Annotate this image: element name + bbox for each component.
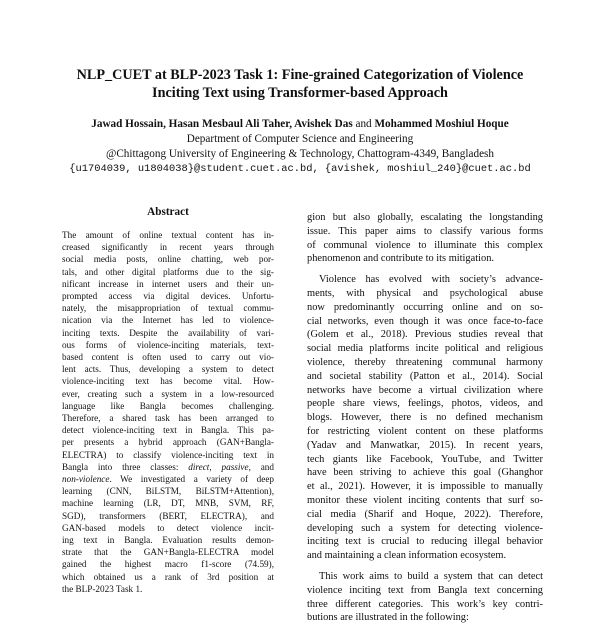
authors-last: Mohammed Moshiul Hoque xyxy=(374,118,509,130)
text-line: ous forms of violence-inciting materials, text- xyxy=(62,339,274,350)
text-line: phenomenon and contribute to its mitigation. xyxy=(307,253,495,265)
text-line: ments, with physical and psychological abuse xyxy=(307,287,543,299)
text-line: networks have become a virtual civilization where xyxy=(307,384,543,396)
text-line: per presents a hybrid approach (GAN+Bangla- xyxy=(62,437,274,448)
text-line: blogs. However, there is no defined mechanism xyxy=(307,412,543,424)
abstract-heading: Abstract xyxy=(147,206,189,218)
text-line: now predominantly occurring online and on so- xyxy=(307,301,543,313)
text-line: social media posts, online chatting, web por- xyxy=(62,254,274,265)
author-names xyxy=(30,117,570,132)
text-line: butions are illustrated in the following: xyxy=(307,612,469,624)
text-line: gained the highest macro f1-score (74.59), xyxy=(62,559,274,570)
text-line: for restricting violent content on these platforms xyxy=(307,425,543,437)
affiliation-university: @Chittagong University of Engineering & Technology, Chattogram-4349, Bangladesh xyxy=(106,148,494,160)
text-line: cial media (Sharif and Hoque, 2022). Therefore, xyxy=(307,508,543,520)
text-line: non-violence. We investigated a variety of deep xyxy=(62,474,274,485)
text-line: tals, and other digital platforms due to the sig- xyxy=(62,266,274,277)
text-line: tech giants like Facebook, YouTube, and Twitter xyxy=(307,453,543,465)
text-line: have been striving to achieve this goal (Ghanghor xyxy=(307,467,543,479)
paper-title xyxy=(40,66,560,102)
body-paragraph xyxy=(307,273,543,563)
author-emails: {u1704039, u1804038}@student.cuet.ac.bd, {avishek, moshiul_240}@cuet.ac.bd xyxy=(69,163,531,175)
text-line: based content is often used to carry out vio- xyxy=(62,352,274,363)
text-line: creased significantly in recent years through xyxy=(62,242,274,253)
text-line: Therefore, a shared task has been arranged to xyxy=(62,413,274,424)
text-line: issue. This paper aims to classify various forms xyxy=(307,225,543,237)
text-line: Bangla into three classes: direct, passive, and xyxy=(62,461,274,472)
text-line: violence-inciting text has become vital. How- xyxy=(62,376,274,387)
text-line: lent acts. Thus, developing a system to detect xyxy=(62,364,274,375)
text-line: inciting texts. Despite the availability of vari- xyxy=(62,327,274,338)
text-line: gion but also globally, escalating the longstanding xyxy=(307,212,543,223)
authors-and: and xyxy=(355,118,372,130)
abstract-body xyxy=(62,229,274,595)
text-line: strate that the GAN+Bangla-ELECTRA model xyxy=(62,547,274,558)
affiliation-department: Department of Computer Science and Engineering xyxy=(186,133,414,145)
authors-list: Jawad Hossain, Hasan Mesbaul Ali Taher, Avishek Das xyxy=(91,118,353,130)
text-line: detect violence-inciting text in Bangla. This pa- xyxy=(62,425,274,436)
text-line: This work aims to build a system that can detect xyxy=(319,570,543,582)
left-column xyxy=(62,205,274,595)
text-line: prompted access via digital devices. Unfortu- xyxy=(62,291,274,302)
title-line: Inciting Text using Transformer-based Approach xyxy=(152,85,448,101)
body-paragraph xyxy=(307,570,543,625)
text-line: ELECTRA) to classify violence-inciting text in xyxy=(62,449,274,460)
text-line: people share views, feelings, photos, videos, and xyxy=(307,398,543,410)
text-line: ing text in Bangla. Evaluation results demon- xyxy=(62,535,274,546)
text-line: and maintaining a clean information ecosystem. xyxy=(307,550,507,562)
text-line: social media platforms incite political and religious xyxy=(307,343,543,355)
text-line: violence inciting text from Bangla text concerning xyxy=(307,584,543,596)
text-line: and societal stability (Patton et al., 2014). Social xyxy=(307,370,543,382)
text-line: et al., 2021). However, it is impossible to manually xyxy=(307,481,543,493)
text-line: machine learning (LR, DT, MNB, SVM, RF, xyxy=(62,498,274,509)
text-line: inciting text is crucial to reducing illegal behavior xyxy=(307,536,543,548)
text-line: learning (CNN, BiLSTM, BiLSTM+Attention), xyxy=(62,486,274,497)
author-block xyxy=(30,117,570,177)
title-line: NLP_CUET at BLP-2023 Task 1: Fine-grained Categorization of Violence xyxy=(76,67,524,83)
text-line: cial networks, even though it was once face-to-face xyxy=(307,315,543,327)
text-line: nication via the Internet has led to violence- xyxy=(62,315,274,326)
text-line: SGD), transformers (BERT, ELECTRA), and xyxy=(62,510,274,521)
text-line: GAN-based models to detect violence incit- xyxy=(62,522,274,533)
text-line: ever, creating such a system in a low-resourced xyxy=(62,388,274,399)
right-column xyxy=(307,205,543,625)
text-line: developing such a system for detecting violence- xyxy=(307,522,543,534)
text-line: Violence has evolved with society’s advance- xyxy=(319,274,543,286)
text-line: the BLP-2023 Task 1. xyxy=(62,583,143,594)
text-line: The amount of online textual content has in- xyxy=(62,230,274,240)
text-line: language like Bangla becomes challenging. xyxy=(62,400,274,411)
text-line: nately, the misappropriation of textual commu- xyxy=(62,303,274,314)
text-line: three different categories. This work’s key contri- xyxy=(307,598,543,610)
text-line: violence, thereby threatening communal harmony xyxy=(307,356,543,368)
text-line: monitor these violent inciting contents that surf so- xyxy=(307,494,543,506)
body-paragraph xyxy=(307,211,543,266)
text-line: of communal violence to illuminate this complex xyxy=(307,239,543,251)
text-line: (Yadav and Manwatkar, 2015). In recent years, xyxy=(307,439,543,451)
text-line: (Golem et al., 2018). Previous studies reveal that xyxy=(307,329,543,341)
text-line: which obtained us a rank of 3rd position at xyxy=(62,571,274,582)
text-line: nificant increase in internet users and their un- xyxy=(62,278,274,289)
